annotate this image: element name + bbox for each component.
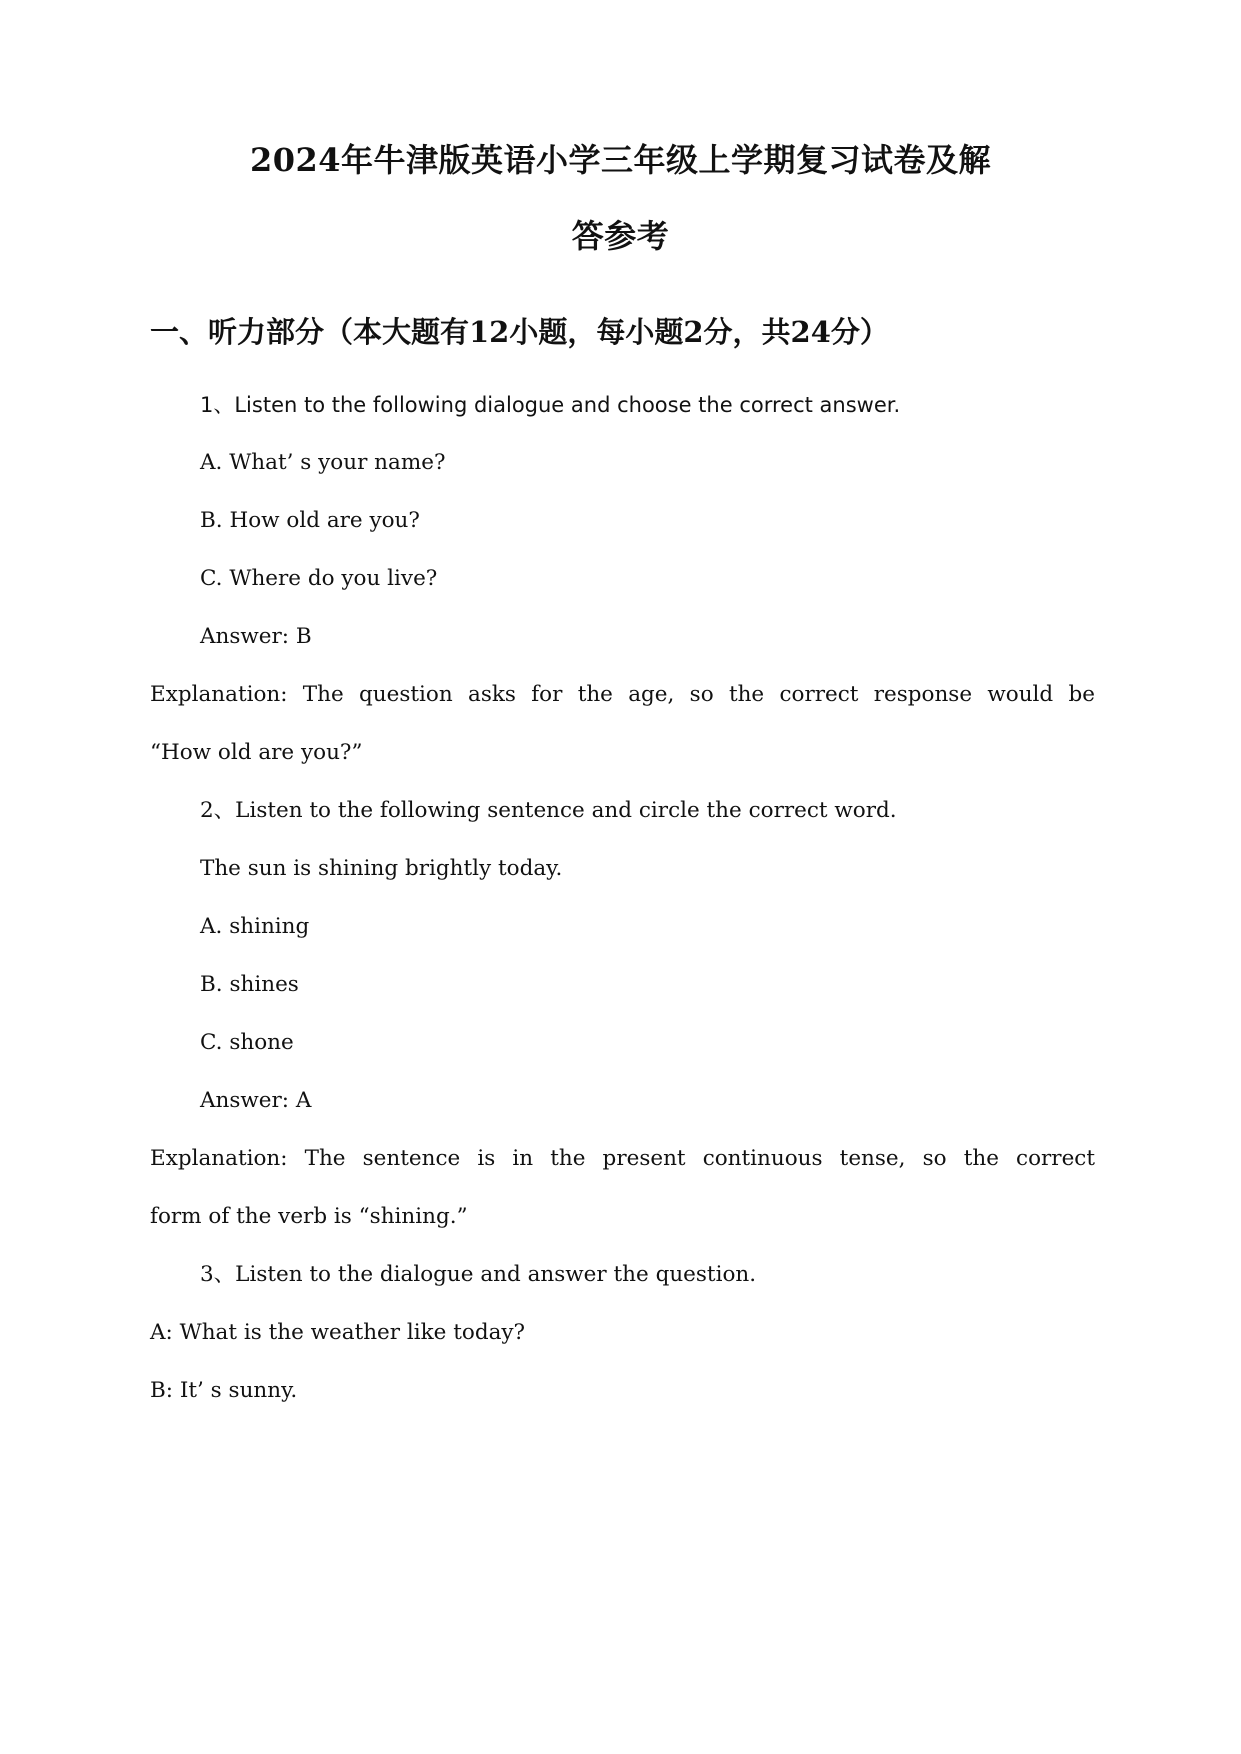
question-1-prompt: 1、Listen to the following dialogue and choose the correct answer. xyxy=(200,393,901,417)
question-2-explanation-line-2: form of the verb is “shining.” xyxy=(150,1204,468,1229)
question-2-prompt: 2、Listen to the following sentence and circle the correct word. xyxy=(200,798,897,823)
question-1-explanation-line-2: “How old are you?” xyxy=(150,740,363,765)
question-2-explanation-line-1: Explanation: The sentence is in the present continuous tense, so the correct xyxy=(150,1146,1095,1171)
question-1-option-c: C. Where do you live? xyxy=(200,566,438,591)
question-3-dialogue-line-a: A: What is the weather like today? xyxy=(150,1320,526,1345)
document-title-line-1: 2024年牛津版英语小学三年级上学期复习试卷及解 xyxy=(249,141,992,179)
document-title-line-2: 答参考 xyxy=(571,217,670,255)
section-heading: 一、听力部分（本大题有12小题，每小题2分，共24分） xyxy=(150,315,889,349)
question-2-option-c: C. shone xyxy=(200,1030,294,1055)
question-2-answer: Answer: A xyxy=(200,1088,312,1113)
question-2-option-a: A. shining xyxy=(200,914,310,939)
question-2-option-b: B. shines xyxy=(200,972,299,997)
question-2-sentence: The sun is shining brightly today. xyxy=(200,856,563,881)
question-1-explanation-line-1: Explanation: The question asks for the age, so the correct response would be xyxy=(150,682,1095,707)
question-3-prompt: 3、Listen to the dialogue and answer the question. xyxy=(200,1262,757,1287)
question-1-answer: Answer: B xyxy=(200,624,312,649)
question-3-dialogue-line-b: B: It’ s sunny. xyxy=(150,1378,298,1403)
question-1-option-a: A. What’ s your name? xyxy=(200,450,446,475)
question-1-option-b: B. How old are you? xyxy=(200,508,420,533)
